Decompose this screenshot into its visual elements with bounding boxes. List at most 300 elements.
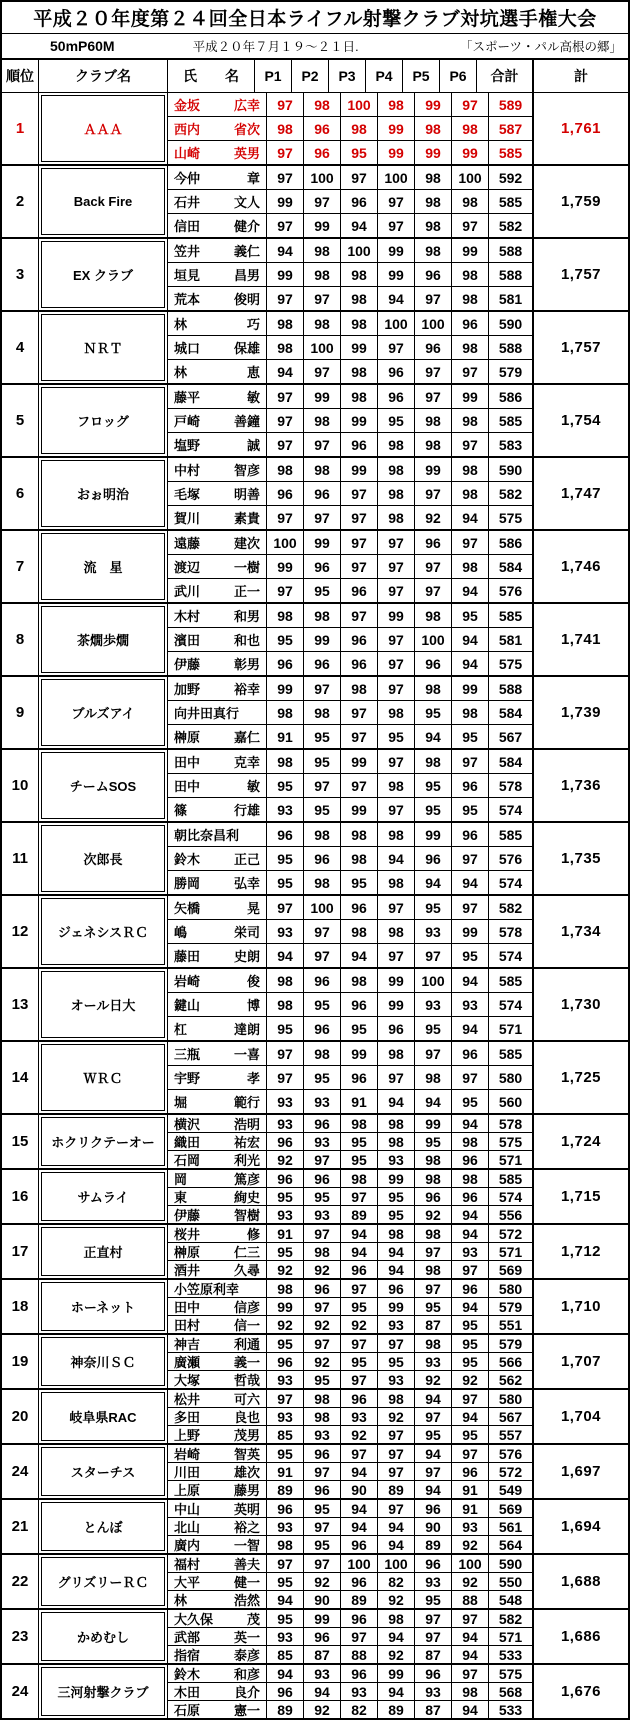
score-p5: 99 — [414, 458, 451, 481]
name-part: 田中 — [174, 779, 201, 794]
score-p3: 99 — [340, 336, 377, 359]
score-p5: 97 — [414, 360, 451, 383]
score-p6: 95 — [451, 1335, 488, 1352]
member-row — [168, 432, 532, 456]
score-p1: 94 — [266, 944, 303, 967]
score-p2: 96 — [303, 1017, 340, 1040]
club-cell — [38, 1225, 167, 1278]
score-p6: 99 — [451, 920, 488, 943]
score-p6: 97 — [451, 1066, 488, 1089]
club-box — [41, 95, 165, 162]
member-sum: 575 — [488, 1665, 532, 1682]
name-part: 正一 — [233, 584, 260, 599]
team-total-cell — [532, 1115, 628, 1168]
member-sum: 548 — [488, 1591, 532, 1608]
member-rows — [167, 1170, 532, 1223]
team-total: 1,754 — [560, 412, 602, 429]
club-cell — [38, 1555, 167, 1608]
score-p3: 98 — [340, 969, 377, 992]
score-p1: 98 — [266, 312, 303, 335]
team-row — [2, 1168, 628, 1223]
score-p4: 97 — [377, 1066, 414, 1089]
score-p6: 98 — [451, 1683, 488, 1700]
score-p6: 96 — [451, 1280, 488, 1297]
name-part: 仁三 — [233, 1245, 260, 1260]
score-p1: 96 — [266, 1500, 303, 1517]
club-cell — [38, 750, 167, 821]
club-name: ＡＡＡ — [83, 122, 123, 137]
member-row — [168, 1370, 532, 1388]
score-p5: 94 — [414, 725, 451, 748]
name-part: 弘幸 — [233, 876, 260, 891]
score-p3: 97 — [340, 1280, 377, 1297]
member-name — [168, 1115, 266, 1132]
name-part: 指宿 — [174, 1648, 201, 1663]
score-p2: 92 — [303, 1701, 340, 1718]
score-p5: 95 — [414, 1426, 451, 1443]
team-row — [2, 675, 628, 748]
score-p2: 96 — [303, 847, 340, 870]
score-p2: 96 — [303, 1280, 340, 1297]
score-p1: 91 — [266, 1463, 303, 1480]
rank-cell — [2, 458, 38, 529]
score-p4: 100 — [377, 166, 414, 189]
score-p6: 94 — [451, 1225, 488, 1242]
member-row — [168, 505, 532, 529]
member-name — [168, 385, 266, 408]
score-p3: 94 — [340, 1500, 377, 1517]
name-part: 朝比奈昌利 — [174, 828, 240, 843]
score-p4: 98 — [377, 506, 414, 529]
member-row — [168, 1480, 532, 1498]
club-name: 岐阜県RAC — [69, 1410, 137, 1425]
member-rows — [167, 1280, 532, 1333]
score-p6: 97 — [451, 750, 488, 773]
rank-cell — [2, 531, 38, 602]
header-total: 計 — [532, 60, 628, 92]
score-p4: 95 — [377, 409, 414, 432]
score-p1: 98 — [266, 117, 303, 140]
club-cell — [38, 93, 167, 164]
club-cell — [38, 1500, 167, 1553]
club-box — [41, 168, 165, 235]
score-p3: 82 — [340, 1701, 377, 1718]
rank-cell — [2, 312, 38, 383]
score-p1: 98 — [266, 458, 303, 481]
member-name — [168, 1665, 266, 1682]
score-p6: 97 — [451, 531, 488, 554]
score-p6: 98 — [451, 287, 488, 310]
score-p3: 94 — [340, 214, 377, 237]
score-p5: 94 — [414, 1445, 451, 1462]
team-total: 1,730 — [560, 996, 602, 1013]
score-p2: 93 — [303, 1133, 340, 1150]
member-row — [168, 1610, 532, 1627]
team-total-cell — [532, 1042, 628, 1113]
rank-number: 16 — [11, 1188, 29, 1205]
score-p4: 98 — [377, 1390, 414, 1407]
score-p2: 96 — [303, 1481, 340, 1498]
score-p5: 95 — [414, 896, 451, 919]
club-name: 神奈川ＳＣ — [70, 1355, 136, 1370]
member-row — [168, 1297, 532, 1315]
name-part: 織田 — [174, 1135, 201, 1150]
score-p6: 97 — [451, 214, 488, 237]
member-name — [168, 1701, 266, 1718]
score-p5: 98 — [414, 433, 451, 456]
club-cell — [38, 1665, 167, 1718]
name-part: 誠 — [246, 438, 260, 453]
club-cell — [38, 823, 167, 894]
score-p1: 97 — [266, 433, 303, 456]
score-p4: 98 — [377, 482, 414, 505]
club-cell — [38, 239, 167, 310]
score-p2: 95 — [303, 1536, 340, 1553]
header-p6: P6 — [439, 60, 476, 92]
score-p4: 99 — [377, 969, 414, 992]
score-p6: 97 — [451, 1445, 488, 1462]
member-sum: 569 — [488, 1261, 532, 1278]
score-p2: 100 — [303, 166, 340, 189]
member-sum: 582 — [488, 482, 532, 505]
member-row — [168, 1170, 532, 1187]
score-p2: 98 — [303, 263, 340, 286]
score-p3: 98 — [340, 117, 377, 140]
member-name — [168, 1017, 266, 1040]
score-p6: 98 — [451, 555, 488, 578]
score-p3: 94 — [340, 944, 377, 967]
member-sum: 580 — [488, 1390, 532, 1407]
name-part: 大平 — [174, 1575, 201, 1590]
score-p3: 97 — [340, 1445, 377, 1462]
team-row — [2, 1388, 628, 1443]
score-p6: 99 — [451, 141, 488, 164]
score-p2: 95 — [303, 1188, 340, 1205]
score-p2: 98 — [303, 701, 340, 724]
score-p2: 92 — [303, 1316, 340, 1333]
score-p1: 99 — [266, 190, 303, 213]
score-p1: 93 — [266, 1115, 303, 1132]
score-p1: 97 — [266, 1555, 303, 1572]
club-name: グリズリーＲＣ — [57, 1575, 149, 1590]
member-name — [168, 579, 266, 602]
member-row — [168, 1352, 532, 1370]
score-p1: 93 — [266, 1408, 303, 1425]
member-name — [168, 166, 266, 189]
score-p6: 98 — [451, 336, 488, 359]
score-p6: 93 — [451, 1518, 488, 1535]
score-p6: 97 — [451, 1665, 488, 1682]
name-part: 鍵山 — [174, 998, 201, 1013]
member-name — [168, 847, 266, 870]
score-p1: 95 — [266, 1335, 303, 1352]
name-part: 絢史 — [233, 1190, 260, 1205]
member-row — [168, 1280, 532, 1297]
club-box — [41, 606, 165, 673]
member-row — [168, 651, 532, 675]
club-box — [41, 1667, 165, 1716]
member-row — [168, 919, 532, 943]
club-box — [41, 241, 165, 308]
member-sum: 582 — [488, 214, 532, 237]
score-p3: 97 — [340, 166, 377, 189]
member-row — [168, 700, 532, 724]
score-p3: 97 — [340, 774, 377, 797]
score-p2: 99 — [303, 214, 340, 237]
member-name — [168, 336, 266, 359]
score-p5: 93 — [414, 1683, 451, 1700]
score-p1: 95 — [266, 1017, 303, 1040]
score-p2: 96 — [303, 482, 340, 505]
team-total-cell — [532, 1170, 628, 1223]
score-p5: 90 — [414, 1518, 451, 1535]
score-p4: 97 — [377, 190, 414, 213]
name-part: 哲哉 — [233, 1373, 260, 1388]
score-p6: 94 — [451, 506, 488, 529]
score-p1: 91 — [266, 725, 303, 748]
score-p3: 96 — [340, 1390, 377, 1407]
member-row — [168, 578, 532, 602]
member-name — [168, 263, 266, 286]
score-p5: 93 — [414, 1353, 451, 1370]
score-p5: 95 — [414, 798, 451, 821]
score-p3: 100 — [340, 1555, 377, 1572]
member-name — [168, 1225, 266, 1242]
score-p2: 95 — [303, 1066, 340, 1089]
score-p3: 99 — [340, 409, 377, 432]
score-p2: 95 — [303, 993, 340, 1016]
member-rows — [167, 93, 532, 164]
score-p4: 94 — [377, 287, 414, 310]
member-sum: 580 — [488, 1066, 532, 1089]
name-part: 明善 — [233, 487, 260, 502]
score-p6: 99 — [451, 677, 488, 700]
member-sum: 590 — [488, 312, 532, 335]
member-name — [168, 1628, 266, 1645]
score-p5: 98 — [414, 239, 451, 262]
score-p5: 87 — [414, 1646, 451, 1663]
rank-cell — [2, 896, 38, 967]
name-part: 義一 — [233, 1355, 260, 1370]
rank-number: 21 — [11, 1518, 29, 1535]
name-part: 濱田 — [174, 633, 201, 648]
team-total: 1,736 — [560, 777, 602, 794]
team-row — [2, 1113, 628, 1168]
name-part: 廣瀬 — [174, 1355, 201, 1370]
score-p3: 99 — [340, 798, 377, 821]
score-p1: 97 — [266, 385, 303, 408]
score-p5: 98 — [414, 750, 451, 773]
rank-number: 10 — [11, 777, 29, 794]
name-part: 利光 — [233, 1153, 260, 1168]
score-p2: 98 — [303, 1408, 340, 1425]
member-sum: 578 — [488, 1115, 532, 1132]
member-row — [168, 189, 532, 213]
member-rows — [167, 1225, 532, 1278]
score-p1: 93 — [266, 1206, 303, 1223]
score-p3: 97 — [340, 531, 377, 554]
name-part: 林 — [174, 1593, 188, 1608]
member-row — [168, 1645, 532, 1663]
score-p3: 95 — [340, 141, 377, 164]
team-row — [2, 93, 628, 164]
score-p2: 90 — [303, 1591, 340, 1608]
name-part: 善鐘 — [233, 414, 260, 429]
name-part: 廣内 — [174, 1538, 201, 1553]
score-p3: 98 — [340, 823, 377, 846]
score-p1: 95 — [266, 871, 303, 894]
score-p4: 93 — [377, 1151, 414, 1168]
team-row — [2, 821, 628, 894]
member-name — [168, 93, 266, 116]
score-p3: 88 — [340, 1646, 377, 1663]
rank-cell — [2, 823, 38, 894]
header-club: クラブ名 — [38, 60, 167, 92]
score-p1: 99 — [266, 263, 303, 286]
score-p3: 93 — [340, 1683, 377, 1700]
member-row — [168, 239, 532, 262]
member-sum: 585 — [488, 1042, 532, 1065]
member-row — [168, 773, 532, 797]
team-total-cell — [532, 969, 628, 1040]
team-total-cell — [532, 458, 628, 529]
score-p5: 95 — [414, 1591, 451, 1608]
member-row — [168, 1665, 532, 1682]
score-p1: 99 — [266, 1298, 303, 1315]
header-name: 氏 名 — [183, 68, 239, 84]
score-p6: 95 — [451, 1090, 488, 1113]
member-sum: 584 — [488, 701, 532, 724]
member-sum: 590 — [488, 1555, 532, 1572]
member-sum: 575 — [488, 652, 532, 675]
score-p2: 98 — [303, 604, 340, 627]
club-box — [41, 387, 165, 454]
member-sum: 576 — [488, 1445, 532, 1462]
score-p2: 97 — [303, 944, 340, 967]
score-p5: 99 — [414, 93, 451, 116]
club-box — [41, 1392, 165, 1441]
score-p6: 97 — [451, 93, 488, 116]
member-sum: 585 — [488, 1170, 532, 1187]
name-part: 遠藤 — [174, 536, 201, 551]
name-part: 杠 — [174, 1022, 188, 1037]
member-row — [168, 1407, 532, 1425]
score-p2: 98 — [303, 239, 340, 262]
club-name: ホーネット — [70, 1300, 136, 1315]
member-name — [168, 604, 266, 627]
score-p6: 97 — [451, 360, 488, 383]
score-p6: 96 — [451, 1188, 488, 1205]
score-p1: 94 — [266, 1665, 303, 1682]
score-p4: 97 — [377, 677, 414, 700]
member-name — [168, 750, 266, 773]
name-part: 林 — [174, 317, 188, 332]
member-sum: 585 — [488, 969, 532, 992]
member-name — [168, 1280, 266, 1297]
score-p2: 87 — [303, 1646, 340, 1663]
score-p1: 97 — [266, 141, 303, 164]
score-p3: 96 — [340, 1261, 377, 1278]
score-p6: 100 — [451, 1555, 488, 1572]
score-p1: 100 — [266, 531, 303, 554]
score-p1: 95 — [266, 1188, 303, 1205]
member-name — [168, 117, 266, 140]
member-row — [168, 262, 532, 286]
member-rows — [167, 969, 532, 1040]
score-p3: 96 — [340, 579, 377, 602]
team-row — [2, 1553, 628, 1608]
club-box — [41, 460, 165, 527]
member-row — [168, 1500, 532, 1517]
score-p1: 99 — [266, 677, 303, 700]
rank-number: 7 — [15, 558, 25, 575]
member-name — [168, 1646, 266, 1663]
score-p1: 94 — [266, 1591, 303, 1608]
club-name: サムライ — [77, 1190, 129, 1205]
score-p2: 97 — [303, 1298, 340, 1315]
score-p3: 95 — [340, 1017, 377, 1040]
score-p2: 97 — [303, 190, 340, 213]
member-row — [168, 1517, 532, 1535]
name-part: 浩然 — [233, 1593, 260, 1608]
member-sum: 588 — [488, 336, 532, 359]
member-rows — [167, 1445, 532, 1498]
score-p4: 97 — [377, 1500, 414, 1517]
teams-body — [2, 93, 628, 1718]
name-part: 木田 — [174, 1685, 201, 1700]
score-p4: 97 — [377, 798, 414, 821]
name-part: 達朗 — [233, 1022, 260, 1037]
score-p1: 93 — [266, 1090, 303, 1113]
score-p6: 94 — [451, 1628, 488, 1645]
score-p5: 96 — [414, 1188, 451, 1205]
club-box — [41, 1502, 165, 1551]
member-name — [168, 1335, 266, 1352]
club-cell — [38, 458, 167, 529]
score-p6: 97 — [451, 1261, 488, 1278]
score-p4: 95 — [377, 725, 414, 748]
member-sum: 551 — [488, 1316, 532, 1333]
score-p4: 97 — [377, 579, 414, 602]
score-p4: 89 — [377, 1701, 414, 1718]
score-p3: 94 — [340, 1518, 377, 1535]
score-p3: 91 — [340, 1090, 377, 1113]
club-name: オール日大 — [70, 998, 136, 1013]
club-box — [41, 825, 165, 892]
score-p3: 95 — [340, 871, 377, 894]
member-name — [168, 725, 266, 748]
name-part: 健一 — [233, 1575, 260, 1590]
member-sum: 579 — [488, 1335, 532, 1352]
score-p5: 98 — [414, 1066, 451, 1089]
member-sum: 585 — [488, 409, 532, 432]
score-p2: 95 — [303, 579, 340, 602]
header-p2: P2 — [291, 60, 328, 92]
score-p5: 92 — [414, 506, 451, 529]
score-p3: 97 — [340, 1628, 377, 1645]
score-p4: 94 — [377, 1683, 414, 1700]
team-row — [2, 164, 628, 237]
score-p5: 92 — [414, 1371, 451, 1388]
member-sum: 574 — [488, 871, 532, 894]
name-part: 上原 — [174, 1483, 201, 1498]
club-name: 茶燗歩燗 — [76, 633, 129, 648]
club-cell — [38, 1390, 167, 1443]
member-name — [168, 1298, 266, 1315]
score-p4: 98 — [377, 433, 414, 456]
name-part: 宇野 — [174, 1071, 201, 1086]
score-p5: 97 — [414, 1042, 451, 1065]
